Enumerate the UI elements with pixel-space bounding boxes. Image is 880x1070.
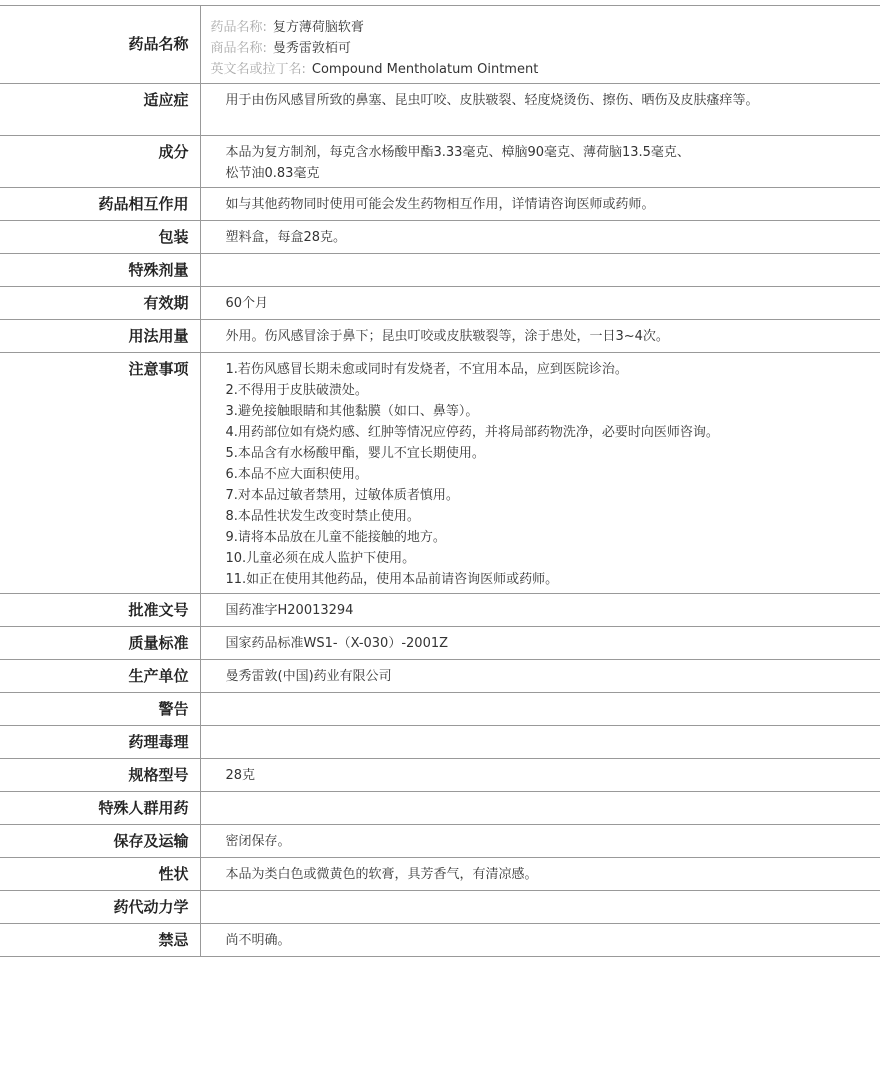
row-notes	[0, 353, 880, 594]
drug-name-label: 药品名称	[0, 6, 200, 84]
generic-name-line	[211, 17, 880, 38]
shelf-life-value: 60个月	[225, 296, 269, 311]
row-manufacturer	[0, 660, 880, 693]
generic-name-key: 药品名称:	[210, 20, 267, 35]
warning-label: 警告	[0, 693, 200, 726]
contraindications-label: 禁忌	[0, 924, 200, 957]
warning-value	[200, 693, 880, 726]
english-name-line	[211, 59, 880, 80]
row-standard	[0, 627, 880, 660]
row-special-dose	[0, 254, 880, 287]
shelf-life-label: 有效期	[0, 287, 200, 320]
row-package	[0, 221, 880, 254]
notes-item: 2.不得用于皮肤破溃处。	[225, 383, 368, 398]
interactions-value: 如与其他药物同时使用可能会发生药物相互作用，详情请咨询医师或药师。	[225, 197, 655, 212]
row-warning	[0, 693, 880, 726]
row-pharmacokinetics	[0, 891, 880, 924]
special-dose-value	[200, 254, 880, 287]
drug-spec-table	[0, 5, 880, 957]
english-name-key: 英文名或拉丁名:	[210, 62, 306, 77]
row-toxicology	[0, 726, 880, 759]
notes-item: 5.本品含有水杨酸甲酯，婴儿不宜长期使用。	[225, 446, 485, 461]
notes-item: 6.本品不应大面积使用。	[225, 467, 368, 482]
toxicology-label: 药理毒理	[0, 726, 200, 759]
toxicology-value	[200, 726, 880, 759]
standard-label: 质量标准	[0, 627, 200, 660]
generic-name-value: 复方薄荷脑软膏	[272, 20, 364, 35]
special-dose-label: 特殊剂量	[0, 254, 200, 287]
appearance-value: 本品为类白色或微黄色的软膏，具芳香气，有清凉感。	[225, 867, 538, 882]
notes-item: 1.若伤风感冒长期未愈或同时有发烧者，不宜用本品，应到医院诊治。	[225, 362, 628, 377]
usage-label: 用法用量	[0, 320, 200, 353]
trade-name-value: 曼秀雷敦栢可	[272, 41, 351, 56]
indications-label: 适应症	[0, 84, 200, 136]
drug-name-values	[200, 6, 880, 84]
notes-item: 9.请将本品放在儿童不能接触的地方。	[225, 530, 446, 545]
contraindications-value: 尚不明确。	[225, 933, 291, 948]
ingredients-label: 成分	[0, 136, 200, 188]
interactions-label: 药品相互作用	[0, 188, 200, 221]
row-appearance	[0, 858, 880, 891]
indications-value: 用于由伤风感冒所致的鼻塞、昆虫叮咬、皮肤皲裂、轻度烧烫伤、擦伤、晒伤及皮肤瘙痒等。	[225, 93, 759, 108]
storage-value: 密闭保存。	[225, 834, 291, 849]
english-name-value: Compound Mentholatum Ointment	[311, 62, 539, 77]
row-storage	[0, 825, 880, 858]
special-groups-value	[200, 792, 880, 825]
package-value: 塑料盒，每盒28克。	[225, 230, 347, 245]
row-indications	[0, 84, 880, 136]
row-ingredients	[0, 136, 880, 188]
notes-item: 8.本品性状发生改变时禁止使用。	[225, 509, 420, 524]
row-approval	[0, 594, 880, 627]
ingredients-line-1: 本品为复方制剂，每克含水杨酸甲酯3.33毫克、樟脑90毫克、薄荷脑13.5毫克、	[225, 145, 690, 160]
pharmacokinetics-value	[200, 891, 880, 924]
row-usage	[0, 320, 880, 353]
appearance-label: 性状	[0, 858, 200, 891]
storage-label: 保存及运输	[0, 825, 200, 858]
ingredients-line-2: 松节油0.83毫克	[225, 166, 320, 181]
pharmacokinetics-label: 药代动力学	[0, 891, 200, 924]
notes-item: 4.用药部位如有烧灼感、红肿等情况应停药，并将局部药物洗净，必要时向医师咨询。	[225, 425, 719, 440]
row-contraindications	[0, 924, 880, 957]
standard-value: 国家药品标准WS1-（X-030）-2001Z	[225, 636, 449, 651]
manufacturer-label: 生产单位	[0, 660, 200, 693]
notes-label: 注意事项	[0, 353, 200, 594]
notes-item: 3.避免接触眼睛和其他黏膜（如口、鼻等）。	[225, 404, 479, 419]
manufacturer-value: 曼秀雷敦(中国)药业有限公司	[225, 669, 392, 684]
notes-list	[200, 353, 880, 594]
special-groups-label: 特殊人群用药	[0, 792, 200, 825]
spec-value: 28克	[225, 768, 256, 783]
trade-name-line	[211, 38, 880, 59]
approval-label: 批准文号	[0, 594, 200, 627]
row-special-groups	[0, 792, 880, 825]
notes-item: 7.对本品过敏者禁用，过敏体质者慎用。	[225, 488, 459, 503]
notes-item: 11.如正在使用其他药品，使用本品前请咨询医师或药师。	[225, 572, 559, 587]
row-drug-name	[0, 6, 880, 84]
notes-item: 10.儿童必须在成人监护下使用。	[225, 551, 416, 566]
usage-value: 外用。伤风感冒涂于鼻下；昆虫叮咬或皮肤皲裂等，涂于患处，一日3~4次。	[225, 329, 669, 344]
row-shelf-life	[0, 287, 880, 320]
row-spec	[0, 759, 880, 792]
trade-name-key: 商品名称:	[210, 41, 267, 56]
package-label: 包装	[0, 221, 200, 254]
approval-value: 国药准字H20013294	[225, 603, 354, 618]
row-interactions	[0, 188, 880, 221]
spec-label: 规格型号	[0, 759, 200, 792]
